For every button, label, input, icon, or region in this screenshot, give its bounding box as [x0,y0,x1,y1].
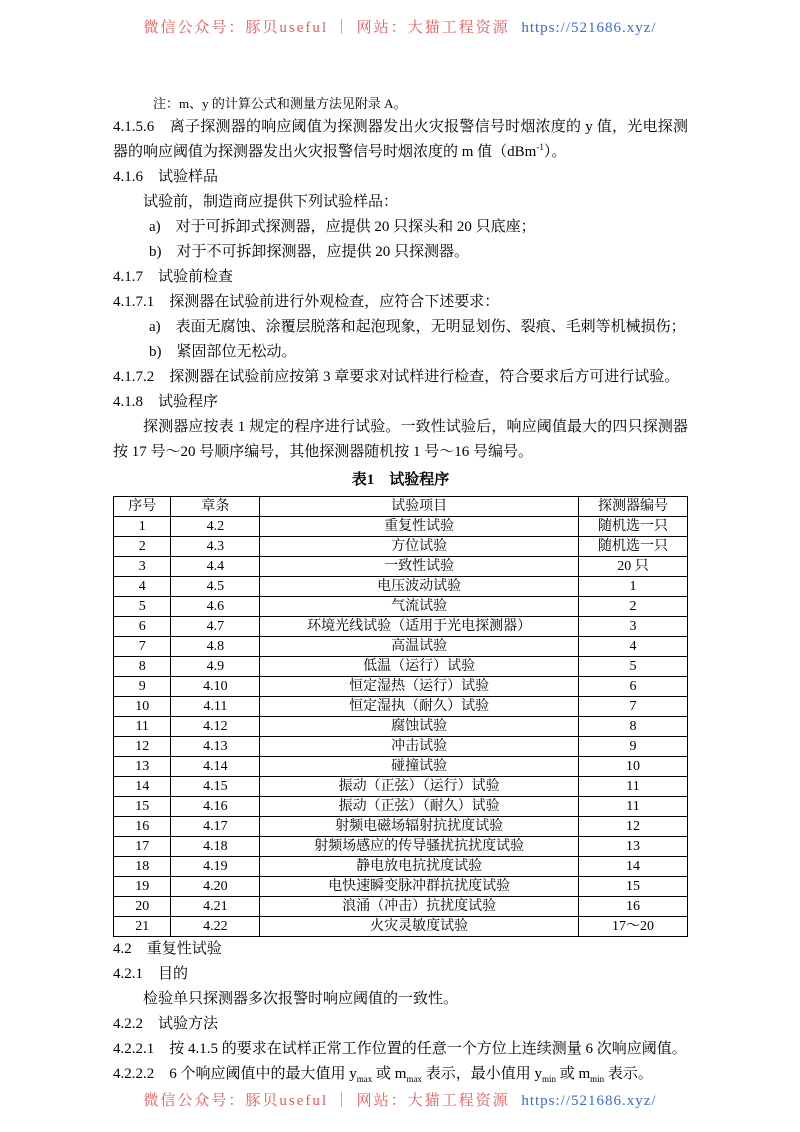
table-cell: 4.22 [171,917,260,937]
table-cell: 5 [114,597,171,617]
table-cell: 13 [114,757,171,777]
paragraph-4-2-1: 检验单只探测器多次报警时响应阈值的一致性。 [143,991,459,1007]
table-row [114,597,688,617]
table-cell: 6 [114,617,171,637]
table-cell: 一致性试验 [260,557,579,577]
table-cell: 20 [114,897,171,917]
table-row [114,917,688,937]
paragraph-4-1-8: 探测器应按表 1 规定的程序进行试验。一致性试验后，响应阈值最大的四只探测器按 17 号～20 号顺序编号，其他探测器随机按 1 号～16 号编号。 [113,419,688,460]
paragraph-4-1-5-6 [113,115,688,165]
table-cell: 17～20 [578,917,687,937]
table-cell: 高温试验 [260,637,579,657]
table-cell: 8 [114,657,171,677]
table-cell: 恒定湿执（耐久）试验 [260,697,579,717]
table-cell: 19 [114,877,171,897]
table-row [114,877,688,897]
table-cell: 2 [578,597,687,617]
table-cell: 10 [114,697,171,717]
table-cell: 碰撞试验 [260,757,579,777]
list-item-4-1-7-a: a) 表面无腐蚀、涂覆层脱落和起泡现象，无明显划伤、裂痕、毛刺等机械损伤； [149,319,686,335]
table-cell: 4.6 [171,597,260,617]
table-cell: 4.13 [171,737,260,757]
table-row [114,637,688,657]
table-cell: 振动（正弦）（耐久）试验 [260,797,579,817]
paragraph-text: 表示。 [604,1066,653,1082]
table-row [114,697,688,717]
table-cell: 4 [114,577,171,597]
heading-4-1-7: 4.1.7 试验前检查 [113,269,234,285]
table-cell: 4.3 [171,537,260,557]
column-header-item: 试验项目 [260,497,579,517]
banner-text: 微信公众号：豚贝useful ｜ 网站：大猫工程资源 [143,20,510,36]
column-header-seq: 序号 [114,497,171,517]
table-row [114,577,688,597]
table-cell: 15 [114,797,171,817]
table-row [114,777,688,797]
table-cell: 火灾灵敏度试验 [260,917,579,937]
paragraph-4-2-2-2 [113,1062,688,1087]
table-cell: 4.11 [171,697,260,717]
table-cell: 20 只 [578,557,687,577]
paragraph-4-2-2-1: 4.2.2.1 按 4.1.5 的要求在试样正常工作位置的任意一个方位上连续测量 6 次响应阈值。 [113,1041,687,1057]
table-row [114,757,688,777]
table-cell: 3 [578,617,687,637]
table-cell: 1 [114,517,171,537]
table-cell: 18 [114,857,171,877]
heading-4-1-8: 4.1.8 试验程序 [113,394,219,410]
table-cell: 4.19 [171,857,260,877]
table-row [114,897,688,917]
table-cell: 16 [578,897,687,917]
table-cell: 1 [578,577,687,597]
subscript-min: min [590,1074,605,1084]
table-cell: 气流试验 [260,597,579,617]
table-cell: 方位试验 [260,537,579,557]
table-cell: 随机选一只 [578,517,687,537]
table-cell: 5 [578,657,687,677]
column-header-detector-id: 探测器编号 [578,497,687,517]
table-cell: 恒定湿热（运行）试验 [260,677,579,697]
table-cell: 8 [578,717,687,737]
table-cell: 7 [578,697,687,717]
table-cell: 4.21 [171,897,260,917]
heading-4-2-1: 4.2.1 目的 [113,966,189,982]
table-cell: 11 [114,717,171,737]
table-cell: 13 [578,837,687,857]
table-cell: 浪涌（冲击）抗扰度试验 [260,897,579,917]
table-cell: 11 [578,797,687,817]
table-cell: 腐蚀试验 [260,717,579,737]
table-row [114,557,688,577]
heading-4-2-2: 4.2.2 试验方法 [113,1016,219,1032]
table-cell: 15 [578,877,687,897]
paragraph-text: 4.2.2.2 6 个响应阈值中的最大值用 y [113,1066,357,1082]
table-cell: 12 [578,817,687,837]
table-row [114,537,688,557]
banner-link[interactable]: https://521686.xyz/ [521,1093,657,1109]
table-cell: 4.2 [171,517,260,537]
paragraph-text: ）。 [543,144,567,160]
table-row [114,617,688,637]
header-banner [0,0,800,37]
table-cell: 4.18 [171,837,260,857]
table-row [114,517,688,537]
paragraph-text: 表示，最小值用 y [421,1066,542,1082]
table-header-row [114,497,688,517]
table-cell: 4.15 [171,777,260,797]
table-cell: 振动（正弦）（运行）试验 [260,777,579,797]
paragraph-4-1-6-intro: 试验前，制造商应提供下列试验样品： [143,194,399,210]
list-item-4-1-6-a: a) 对于可拆卸式探测器，应提供 20 只探头和 20 只底座； [149,219,536,235]
subscript-max: max [356,1074,373,1084]
table-cell: 7 [114,637,171,657]
table-cell: 电压波动试验 [260,577,579,597]
table-cell: 4.4 [171,557,260,577]
table-cell: 电快速瞬变脉冲群抗扰度试验 [260,877,579,897]
table-cell: 21 [114,917,171,937]
table-cell: 9 [114,677,171,697]
table-cell: 4.17 [171,817,260,837]
table-cell: 4 [578,637,687,657]
table-cell: 射频场感应的传导骚扰抗扰度试验 [260,837,579,857]
table-cell: 冲击试验 [260,737,579,757]
table-cell: 10 [578,757,687,777]
table-caption: 表1 试验程序 [351,472,450,488]
document-content [0,93,800,1087]
table-cell: 4.8 [171,637,260,657]
table-cell: 4.7 [171,617,260,637]
table-cell: 射频电磁场辐射抗扰度试验 [260,817,579,837]
table-cell: 14 [114,777,171,797]
superscript-exponent: -1 [536,142,544,152]
table-cell: 17 [114,837,171,857]
table-cell: 重复性试验 [260,517,579,537]
table-row [114,857,688,877]
table-cell: 11 [578,777,687,797]
paragraph-4-1-7-1: 4.1.7.1 探测器在试验前进行外观检查，应符合下述要求： [113,294,500,310]
list-item-4-1-7-b: b) 紧固部位无松动。 [149,344,297,360]
table-cell: 随机选一只 [578,537,687,557]
banner-link[interactable]: https://521686.xyz/ [521,20,657,36]
table-row [114,717,688,737]
table-body [114,517,688,937]
table-cell: 4.20 [171,877,260,897]
list-item-4-1-6-b: b) 对于不可拆卸探测器，应提供 20 只探测器。 [149,244,469,260]
table-row [114,837,688,857]
table-cell: 4.14 [171,757,260,777]
table-cell: 6 [578,677,687,697]
table-cell: 4.16 [171,797,260,817]
table-row [114,657,688,677]
subscript-max: max [406,1074,422,1084]
column-header-clause: 章条 [171,497,260,517]
table-cell: 低温（运行）试验 [260,657,579,677]
table-cell: 3 [114,557,171,577]
note-line: 注：m、y 的计算公式和测量方法见附录 A。 [153,96,407,111]
subscript-min: min [541,1074,556,1084]
table-cell: 16 [114,817,171,837]
table-cell: 环境光线试验（适用于光电探测器） [260,617,579,637]
heading-4-1-6: 4.1.6 试验样品 [113,169,219,185]
table-cell: 4.9 [171,657,260,677]
banner-text: 微信公众号：豚贝useful ｜ 网站：大猫工程资源 [143,1093,510,1109]
paragraph-text: 或 m [372,1066,407,1082]
paragraph-text: 或 m [555,1066,591,1082]
table-cell: 2 [114,537,171,557]
table-row [114,677,688,697]
table-cell: 4.10 [171,677,260,697]
table-cell: 9 [578,737,687,757]
paragraph-4-1-7-2: 4.1.7.2 探测器在试验前应按第 3 章要求对试样进行检查，符合要求后方可进行试验。 [113,369,680,385]
test-procedure-table [113,496,688,937]
table-row [114,737,688,757]
heading-4-2: 4.2 重复性试验 [113,941,222,957]
table-cell: 4.5 [171,577,260,597]
table-row [114,797,688,817]
table-cell: 静电放电抗扰度试验 [260,857,579,877]
footer-banner [0,1089,800,1110]
paragraph-text: 4.1.5.6 离子探测器的响应阈值为探测器发出火灾报警信号时烟浓度的 y 值，光电探测器的响应阈值为探测器发出火灾报警信号时烟浓度的 m 值（dBm [113,119,688,160]
table-cell: 14 [578,857,687,877]
table-row [114,817,688,837]
table-cell: 4.12 [171,717,260,737]
table-cell: 12 [114,737,171,757]
